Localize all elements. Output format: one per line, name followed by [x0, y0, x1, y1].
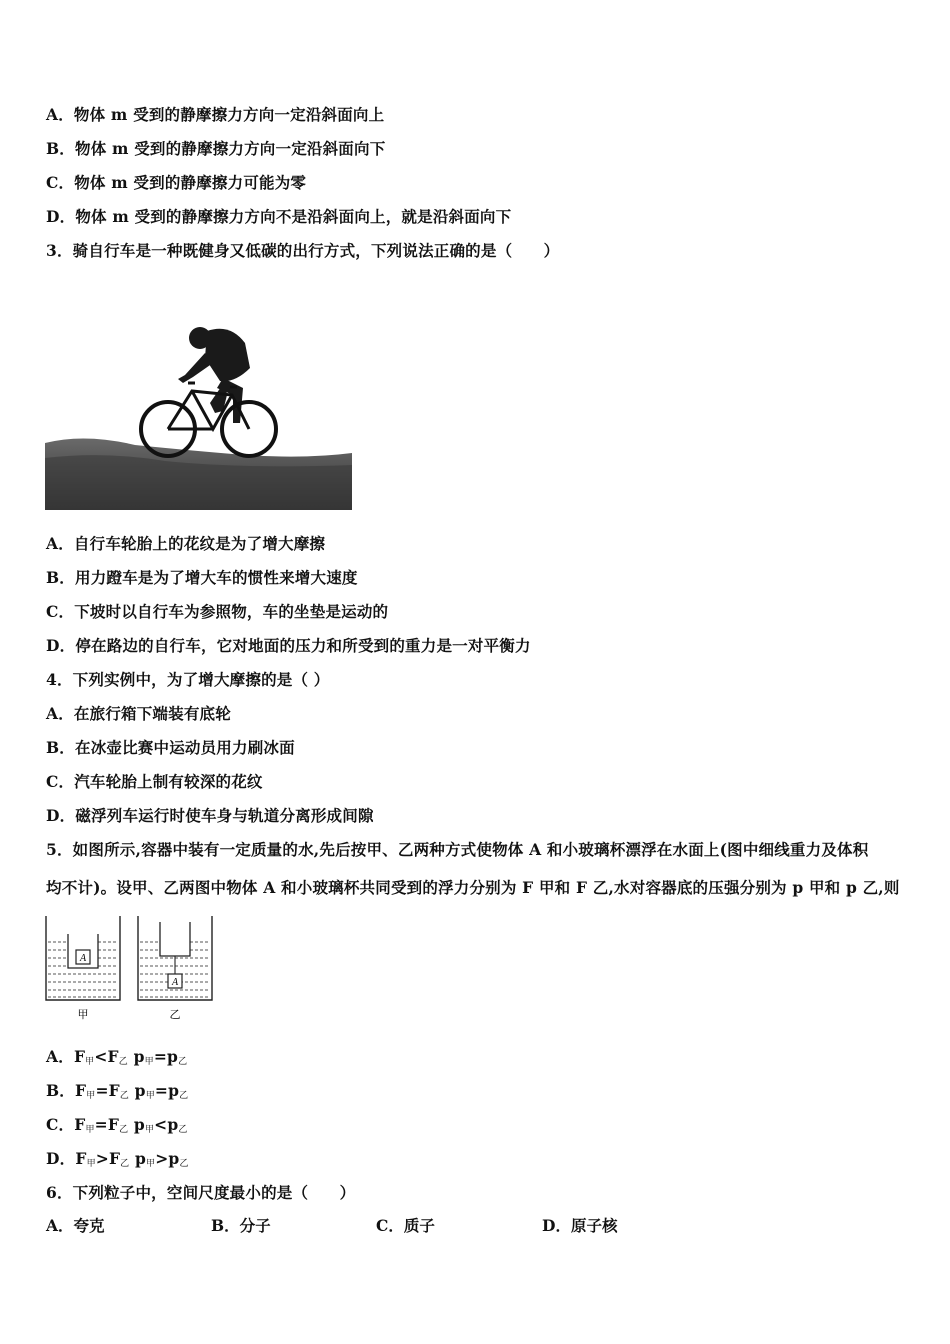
- cyclist-photo: [45, 283, 352, 510]
- q5-option-a: A．$F_甲<F_乙$ $p_甲=p_乙$: [46, 1047, 188, 1067]
- label-yi: 乙: [169, 1008, 181, 1021]
- q5-option-b: B．$F_甲=F_乙$ $p_甲=p_乙$: [46, 1081, 189, 1101]
- q2-option-a: A．物体 m 受到的静摩擦力方向一定沿斜面向上: [46, 105, 385, 124]
- q3-stem: 3．骑自行车是一种既健身又低碳的出行方式，下列说法正确的是（ ）: [46, 241, 560, 260]
- object-a-label-jia: A: [79, 953, 87, 964]
- q2-option-d: D．物体 m 受到的静摩擦力方向不是沿斜面向上，就是沿斜面向下: [46, 207, 512, 226]
- q4-option-b: B．在冰壶比赛中运动员用力刷冰面: [46, 738, 295, 757]
- q6-option-c: C．质子: [376, 1216, 435, 1235]
- q3-option-a: A．自行车轮胎上的花纹是为了增大摩擦: [46, 534, 326, 553]
- q3-option-b: B．用力蹬车是为了增大车的惯性来增大速度: [46, 568, 358, 587]
- q6-option-b: B．分子: [211, 1216, 271, 1235]
- q6-option-a: A．夸克: [46, 1216, 105, 1235]
- q4-option-c: C．汽车轮胎上制有较深的花纹: [46, 772, 263, 791]
- q5-option-d: D．$F_甲>F_乙$ $p_甲>p_乙$: [46, 1149, 189, 1169]
- q6-option-d: D．原子核: [542, 1216, 618, 1235]
- q4-stem: 4．下列实例中，为了增大摩擦的是（ ）: [46, 670, 330, 689]
- q4-option-d: D．磁浮列车运行时使车身与轨道分离形成间隙: [46, 806, 374, 825]
- label-jia: 甲: [77, 1008, 89, 1021]
- q5-stem-line1: 5．如图所示,容器中装有一定质量的水,先后按甲、乙两种方式使物体 A 和小玻璃杯漂浮在水面上(图中细线重力及体积: [46, 840, 869, 859]
- q6-stem: 6．下列粒子中，空间尺度最小的是（ ）: [46, 1183, 356, 1202]
- beakers-diagram: [40, 912, 225, 1024]
- q5-option-c: C．$F_甲=F_乙$ $p_甲<p_乙$: [46, 1115, 188, 1135]
- q2-option-b: B．物体 m 受到的静摩擦力方向一定沿斜面向下: [46, 139, 386, 158]
- q3-option-c: C．下坡时以自行车为参照物，车的坐垫是运动的: [46, 602, 389, 621]
- q5-stem-line2: 均不计)。设甲、乙两图中物体 A 和小玻璃杯共同受到的浮力分别为 F 甲和 F 乙,水对容器底的压强分别为 p 甲和 p 乙,则: [46, 878, 900, 897]
- q2-option-c: C．物体 m 受到的静摩擦力可能为零: [46, 173, 307, 192]
- q4-option-a: A．在旅行箱下端装有底轮: [46, 704, 231, 723]
- q3-option-d: D．停在路边的自行车，它对地面的压力和所受到的重力是一对平衡力: [46, 636, 531, 655]
- object-a-label-yi: A: [171, 977, 179, 988]
